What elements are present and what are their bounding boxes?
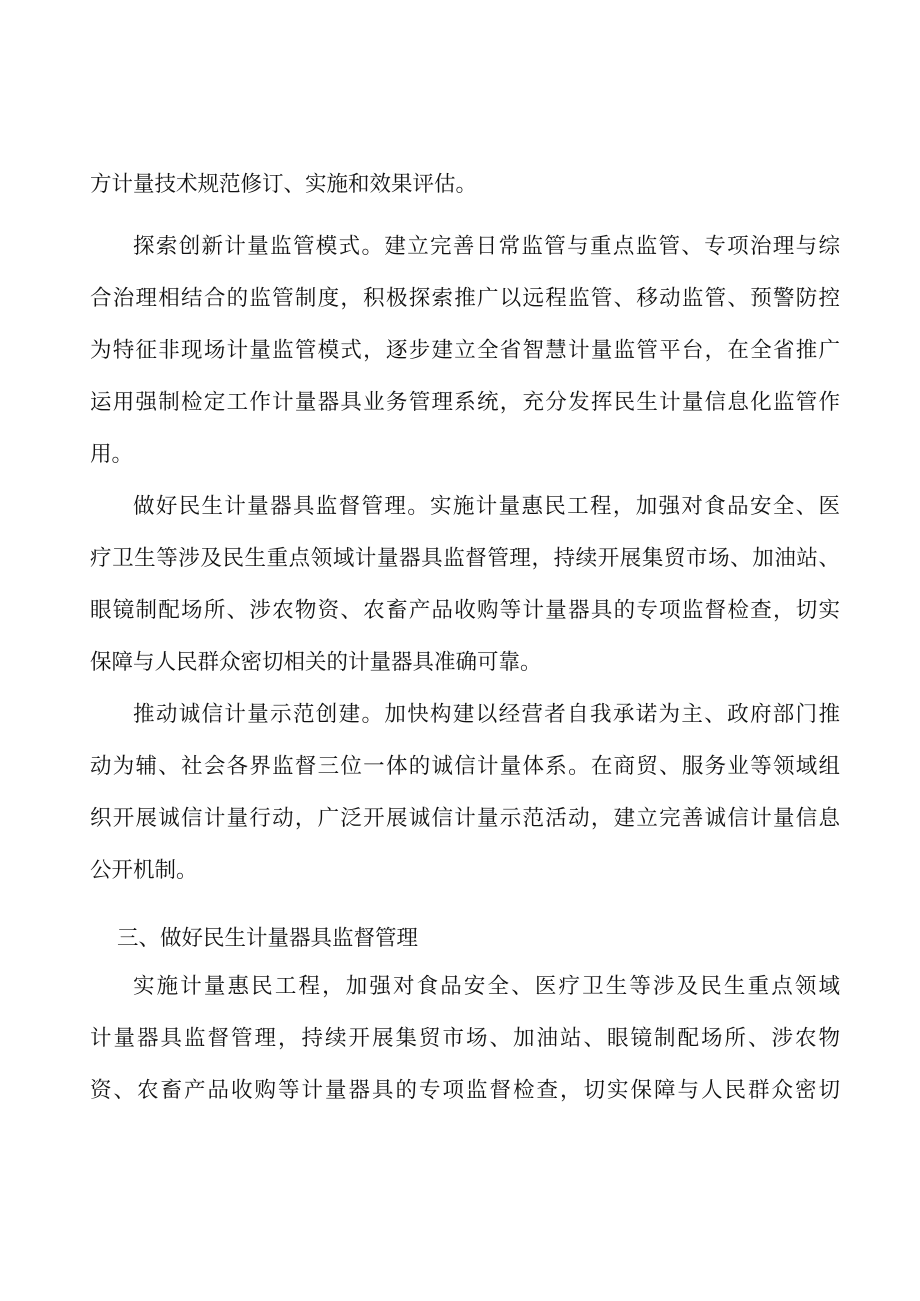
paragraph-line — [0, 388, 920, 418]
paragraph-line — [0, 700, 920, 730]
section-heading — [0, 924, 920, 954]
line-text: 计量器具监督管理，持续开展集贸市场、加油站、眼镜制配场所、涉农物 — [90, 1026, 840, 1051]
paragraph-line — [0, 544, 920, 574]
line-text: 织开展诚信计量行动，广泛开展诚信计量示范活动，建立完善诚信计量信息 — [90, 806, 840, 831]
line-text: 用。 — [90, 442, 134, 467]
paragraph-line — [0, 284, 920, 314]
paragraph-line — [0, 1024, 920, 1054]
line-text: 实施计量惠民工程，加强对食品安全、医疗卫生等涉及民生重点领域 — [133, 974, 840, 999]
line-text: 做好民生计量器具监督管理。实施计量惠民工程，加强对食品安全、医 — [133, 494, 840, 519]
line-text: 疗卫生等涉及民生重点领域计量器具监督管理，持续开展集贸市场、加油站、 — [90, 546, 840, 571]
paragraph-line — [0, 648, 920, 678]
line-text: 资、农畜产品收购等计量器具的专项监督检查，切实保障与人民群众密切 — [90, 1078, 840, 1103]
paragraph-line — [0, 170, 920, 200]
paragraph-line — [0, 856, 920, 886]
paragraph-line — [0, 752, 920, 782]
paragraph-line — [0, 972, 920, 1002]
paragraph-line — [0, 336, 920, 366]
paragraph-line — [0, 492, 920, 522]
paragraph-line — [0, 1076, 920, 1106]
line-text: 运用强制检定工作计量器具业务管理系统，充分发挥民生计量信息化监管作 — [90, 390, 840, 415]
paragraph-line — [0, 596, 920, 626]
line-text: 合治理相结合的监管制度，积极探索推广以远程监管、移动监管、预警防控 — [90, 286, 840, 311]
line-text: 保障与人民群众密切相关的计量器具准确可靠。 — [90, 650, 542, 675]
heading-text: 三、做好民生计量器具监督管理 — [117, 926, 419, 951]
line-text: 推动诚信计量示范创建。加快构建以经营者自我承诺为主、政府部门推 — [133, 702, 840, 727]
paragraph-line — [0, 804, 920, 834]
line-text: 探索创新计量监管模式。建立完善日常监管与重点监管、专项治理与综 — [133, 234, 840, 259]
line-text: 眼镜制配场所、涉农物资、农畜产品收购等计量器具的专项监督检查，切实 — [90, 598, 840, 623]
paragraph-line — [0, 232, 920, 262]
line-text: 动为辅、社会各界监督三位一体的诚信计量体系。在商贸、服务业等领域组 — [90, 754, 840, 779]
line-text: 公开机制。 — [90, 858, 198, 883]
paragraph-line — [0, 440, 920, 470]
line-text: 为特征非现场计量监管模式，逐步建立全省智慧计量监管平台，在全省推广 — [90, 338, 840, 363]
line-text: 方计量技术规范修订、实施和效果评估。 — [90, 172, 478, 197]
